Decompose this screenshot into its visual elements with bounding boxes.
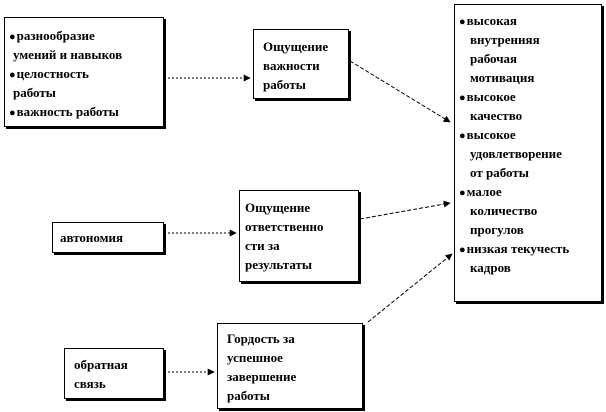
outcome-turnover-line2: кадров	[470, 260, 511, 275]
bullet-icon: ●	[459, 16, 466, 28]
bullet-icon: ●	[9, 69, 16, 81]
bullet-icon: ●	[459, 244, 466, 256]
pride-line4: работы	[227, 388, 270, 403]
pride-line1: Гордость за	[227, 331, 295, 346]
outcome-motivation-line1: ●высокая	[459, 13, 517, 28]
outcome-satisfaction-line2: удовлетворение	[470, 146, 562, 161]
autonomy-label: автономия	[60, 230, 124, 245]
pride-line2: успешное	[227, 350, 283, 365]
significance-line2: важности	[263, 58, 320, 73]
characteristic-variety-line1: ●разнообразие	[9, 28, 95, 43]
outcomes-box	[454, 4, 602, 302]
feedback-line2: связь	[74, 376, 106, 391]
outcome-motivation-line2: внутренняя	[470, 32, 540, 47]
responsibility-line1: Ощущение	[245, 200, 311, 215]
responsibility-line4: результаты	[245, 257, 313, 272]
outcome-absences-line2: количество	[470, 203, 538, 218]
responsibility-line3: сти за	[245, 238, 280, 253]
significance-box	[253, 29, 349, 99]
outcome-quality-line2: качество	[470, 108, 523, 123]
arrow-significance-to-outcomes	[350, 61, 450, 122]
outcome-absences-line1: ●малое	[459, 184, 502, 199]
outcome-satisfaction-line1: ●высокое	[459, 127, 516, 142]
feedback-box	[64, 348, 164, 399]
characteristic-variety-line2: умений и навыков	[13, 47, 123, 62]
outcome-motivation-line4: мотивация	[470, 70, 535, 85]
responsibility-line2: ответственно	[245, 219, 324, 234]
characteristic-importance: ●важность работы	[9, 104, 119, 119]
significance-line3: работы	[263, 77, 306, 92]
significance-line1: Ощущение	[263, 39, 329, 54]
pride-box	[217, 323, 363, 409]
outcome-absences-line3: прогулов	[470, 222, 524, 237]
outcome-turnover-line1: ●низкая текучесть	[459, 241, 570, 256]
bullet-icon: ●	[9, 31, 16, 43]
responsibility-box	[239, 190, 359, 282]
bullet-icon: ●	[459, 187, 466, 199]
pride-line3: завершение	[227, 369, 297, 384]
autonomy-box	[52, 222, 164, 253]
characteristic-wholeness-line1: ●целостность	[9, 66, 89, 81]
arrow-responsibility-to-outcomes	[360, 203, 450, 219]
bullet-icon: ●	[459, 92, 466, 104]
bullet-icon: ●	[9, 107, 16, 119]
arrow-pride-to-outcomes	[368, 254, 452, 322]
characteristic-wholeness-line2: работы	[13, 85, 56, 100]
outcome-quality-line1: ●высокое	[459, 89, 516, 104]
bullet-icon: ●	[459, 130, 466, 142]
outcome-satisfaction-line3: от работы	[470, 165, 529, 180]
feedback-line1: обратная	[74, 357, 128, 372]
job-characteristics-box	[4, 17, 164, 127]
outcome-motivation-line3: рабочая	[470, 51, 518, 66]
